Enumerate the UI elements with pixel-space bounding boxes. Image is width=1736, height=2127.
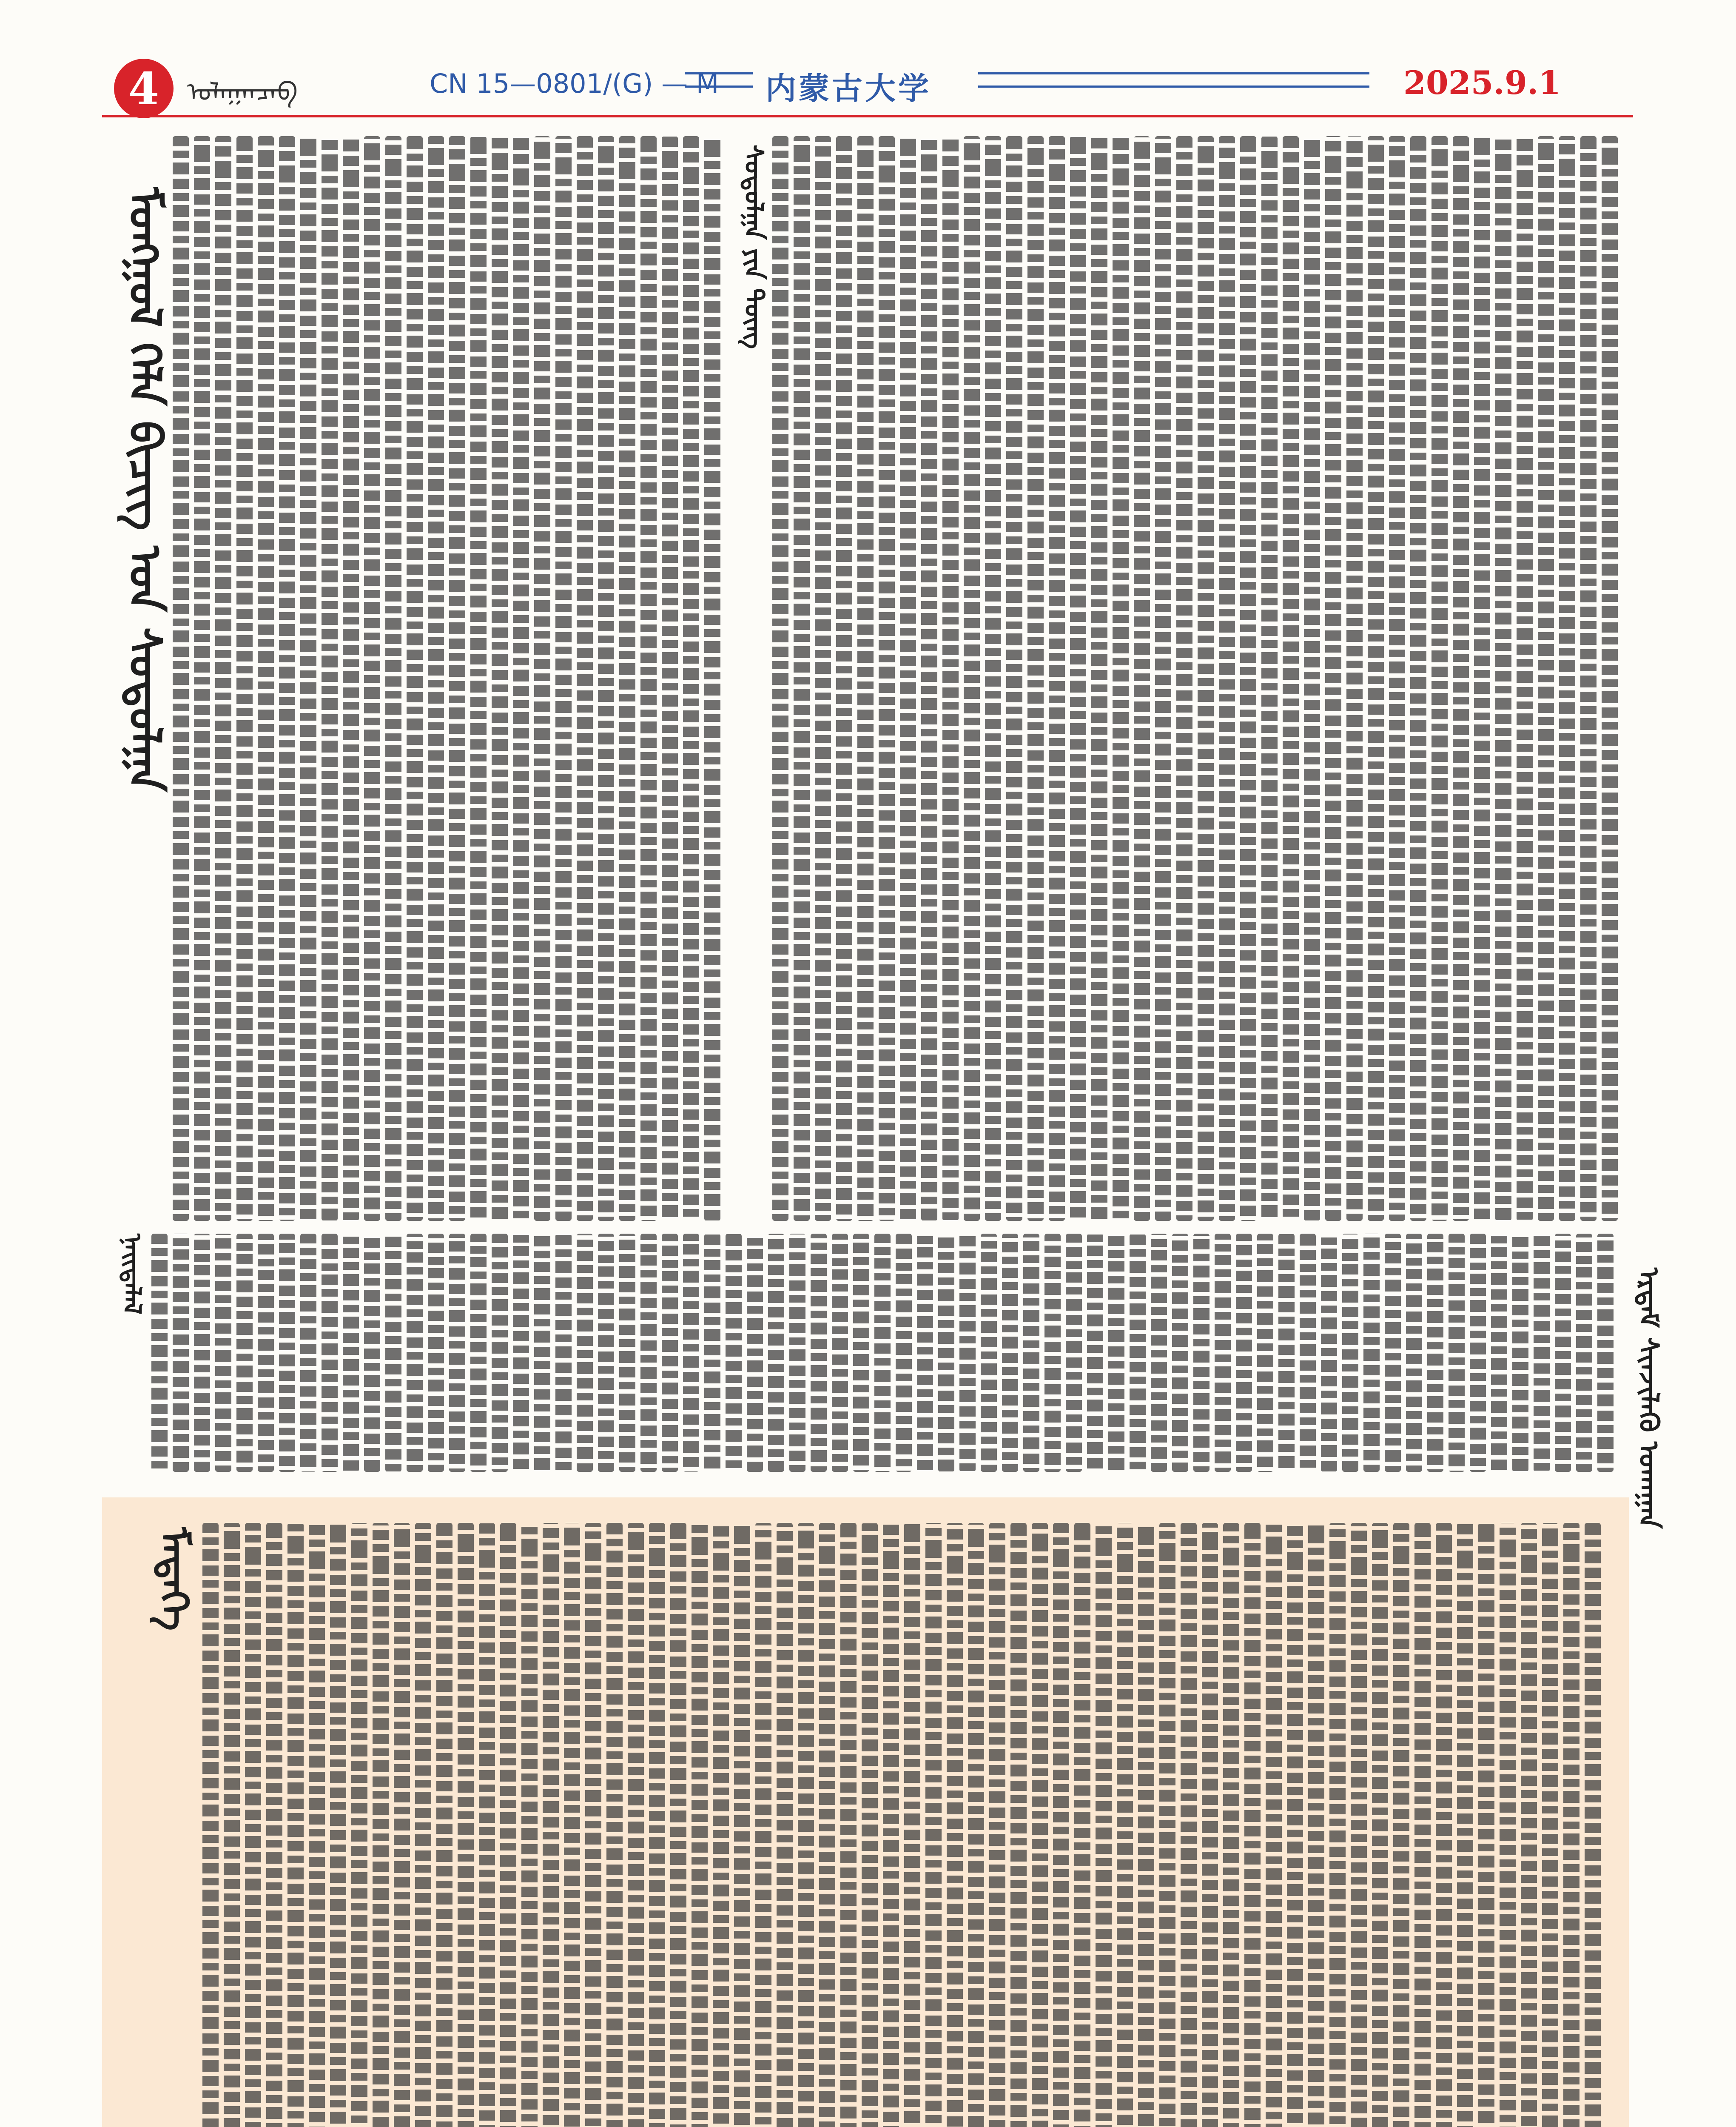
text-column	[683, 1234, 699, 1472]
text-column	[811, 1234, 827, 1472]
article-body-top-right	[770, 136, 1629, 1221]
text-column	[1414, 1523, 1431, 2127]
text-column	[1474, 136, 1490, 1221]
text-column	[1266, 1523, 1282, 2127]
text-column	[449, 1234, 465, 1472]
text-column	[343, 1234, 359, 1472]
text-column	[1244, 1523, 1261, 2127]
text-column	[300, 136, 316, 1221]
text-column	[1580, 136, 1597, 1221]
text-column	[947, 1523, 963, 2127]
text-column	[1393, 1523, 1409, 2127]
text-column	[1278, 1234, 1295, 1472]
text-column	[1329, 1523, 1346, 2127]
text-column	[1223, 1523, 1239, 2127]
text-column	[173, 1234, 189, 1472]
text-column	[1410, 136, 1426, 1221]
text-column	[1193, 1234, 1210, 1472]
text-column	[942, 136, 959, 1221]
text-column	[959, 1234, 976, 1472]
text-column	[1261, 136, 1278, 1221]
text-column	[236, 1234, 253, 1472]
text-column	[555, 136, 572, 1221]
text-column	[513, 1234, 529, 1472]
text-column	[768, 1234, 784, 1472]
text-column	[309, 1523, 325, 2127]
text-column	[1325, 136, 1341, 1221]
text-column	[1304, 136, 1320, 1221]
text-column	[1172, 1234, 1188, 1472]
text-column	[772, 136, 788, 1221]
masthead-mongolian: ᠤᠯᠠᠭᠠᠨᠴᠠᠪ	[187, 77, 298, 107]
text-column	[1181, 1523, 1197, 2127]
text-column	[1351, 1523, 1367, 2127]
text-column	[734, 1523, 750, 2127]
text-column	[981, 1234, 997, 1472]
text-column	[598, 1234, 614, 1472]
text-column	[832, 1234, 848, 1472]
text-column	[470, 136, 487, 1221]
text-column	[1321, 1234, 1337, 1472]
text-column	[1491, 1234, 1507, 1472]
text-column	[925, 1523, 942, 2127]
text-column	[917, 1234, 933, 1472]
text-column	[1287, 1523, 1303, 2127]
text-column	[585, 1523, 601, 2127]
text-column	[1389, 136, 1405, 1221]
text-column	[224, 1523, 240, 2127]
text-column	[640, 1234, 657, 1472]
text-column	[479, 1523, 495, 2127]
text-column	[543, 1523, 559, 2127]
text-column	[415, 1523, 431, 2127]
text-column	[407, 1234, 423, 1472]
text-column	[215, 136, 231, 1221]
text-column	[1495, 136, 1511, 1221]
text-column	[755, 1523, 771, 2127]
text-column	[815, 136, 831, 1221]
text-column	[1431, 136, 1448, 1221]
article-subheading: ᠰᠤᠳᠤᠯᠭᠠ ᠶᠢᠨ ᠳᠦᠩ	[739, 145, 768, 349]
masthead-title: 内蒙古大学	[766, 70, 932, 106]
text-column	[1283, 136, 1299, 1221]
text-column	[1342, 1234, 1358, 1472]
text-column	[904, 1523, 920, 2127]
text-column	[798, 1523, 814, 2127]
text-column	[794, 136, 810, 1221]
text-column	[662, 136, 678, 1221]
text-column	[343, 136, 359, 1221]
text-column	[747, 1234, 763, 1472]
text-column	[598, 136, 614, 1221]
issue-date: 2025.9.1	[1403, 64, 1561, 102]
article-headline: ᠮᠣᠩᠭᠣᠯ ᠬᠡᠯᠡ ᠪᠢᠴᠢᠭ ᠤᠨ ᠰᠤᠳᠤᠯᠭᠠ	[119, 187, 171, 792]
text-column	[564, 1523, 580, 2127]
text-column	[704, 136, 720, 1221]
text-column	[407, 136, 423, 1221]
text-column	[492, 136, 508, 1221]
text-column	[1542, 1523, 1558, 2127]
text-column	[202, 1523, 219, 2127]
text-column	[985, 136, 1001, 1221]
text-column	[1096, 1523, 1112, 2127]
text-column	[968, 1523, 984, 2127]
text-column	[577, 136, 593, 1221]
text-column	[492, 1234, 508, 1472]
text-column	[513, 136, 529, 1221]
text-column	[1023, 1234, 1039, 1472]
text-column	[1151, 1234, 1167, 1472]
text-column	[989, 1523, 1005, 2127]
text-column	[1074, 1523, 1090, 2127]
text-column	[1427, 1234, 1443, 1472]
text-column	[713, 1523, 729, 2127]
text-column	[215, 1234, 231, 1472]
text-column	[1215, 1234, 1231, 1472]
text-column	[1155, 136, 1171, 1221]
text-column	[322, 136, 338, 1221]
text-column	[428, 1234, 444, 1472]
text-column	[640, 136, 657, 1221]
text-column	[1385, 1234, 1401, 1472]
article-body-top-left	[170, 136, 723, 1221]
text-column	[364, 136, 380, 1221]
text-column	[258, 136, 274, 1221]
article-body-middle	[149, 1234, 1616, 1472]
text-column	[619, 136, 635, 1221]
text-column	[628, 1523, 644, 2127]
text-column	[300, 1234, 316, 1472]
text-column	[938, 1234, 954, 1472]
text-column	[266, 1523, 282, 2127]
text-column	[458, 1523, 474, 2127]
text-column	[258, 1234, 274, 1472]
text-column	[173, 136, 189, 1221]
text-column	[521, 1523, 538, 2127]
text-column	[1597, 1234, 1614, 1472]
text-column	[619, 1234, 635, 1472]
text-column	[1027, 136, 1044, 1221]
text-column	[534, 1234, 550, 1472]
text-column	[1478, 1523, 1494, 2127]
text-column	[1500, 1523, 1516, 2127]
text-column	[1300, 1234, 1316, 1472]
text-column	[1198, 136, 1214, 1221]
text-column	[236, 136, 253, 1221]
text-column	[194, 1234, 210, 1472]
sidebar-body	[200, 1523, 1612, 2127]
text-column	[1368, 136, 1384, 1221]
text-column	[670, 1523, 686, 2127]
text-column	[151, 1234, 168, 1472]
text-column	[836, 136, 852, 1221]
text-column	[1053, 1523, 1069, 2127]
text-column	[1240, 136, 1256, 1221]
text-column	[789, 1234, 805, 1472]
text-column	[373, 1523, 389, 2127]
text-column	[534, 136, 550, 1221]
text-column	[1159, 1523, 1175, 2127]
text-column	[606, 1523, 623, 2127]
text-column	[874, 1234, 891, 1472]
text-column	[1113, 136, 1129, 1221]
text-column	[1006, 136, 1022, 1221]
text-column	[1372, 1523, 1388, 2127]
text-column	[1534, 1234, 1550, 1472]
cn-serial-number: CN 15—0801/(G) — M	[430, 68, 719, 99]
text-column	[364, 1234, 380, 1472]
text-column	[1563, 1523, 1579, 2127]
page-number: 4	[114, 59, 174, 118]
text-column	[862, 1523, 878, 2127]
text-column	[840, 1523, 857, 2127]
text-column	[1436, 1523, 1452, 2127]
text-column	[1470, 1234, 1486, 1472]
text-column	[1066, 1234, 1082, 1472]
text-column	[436, 1523, 452, 2127]
text-column	[1176, 136, 1192, 1221]
text-column	[1032, 1523, 1048, 2127]
text-column	[883, 1523, 899, 2127]
text-column	[1070, 136, 1086, 1221]
text-column	[649, 1523, 665, 2127]
text-column	[1363, 1234, 1380, 1472]
header-decor-strip-right	[978, 72, 1369, 88]
text-column	[470, 1234, 487, 1472]
text-column	[1049, 136, 1065, 1221]
text-column	[704, 1234, 720, 1472]
text-column	[394, 1523, 410, 2127]
text-column	[1130, 1234, 1146, 1472]
text-column	[1010, 1523, 1027, 2127]
text-column	[662, 1234, 678, 1472]
text-column	[1449, 1234, 1465, 1472]
text-column	[385, 1234, 401, 1472]
text-column	[1457, 1523, 1473, 2127]
header-decor-strip-left	[685, 72, 753, 88]
text-column	[1517, 136, 1533, 1221]
text-column	[1134, 136, 1150, 1221]
text-column	[1044, 1234, 1061, 1472]
text-column	[194, 136, 210, 1221]
text-column	[449, 136, 465, 1221]
article-2-subheading: ᠨᠡᠢᠳᠡᠯᠡᠯ	[118, 1234, 147, 1315]
text-column	[819, 1523, 835, 2127]
text-column	[777, 1523, 793, 2127]
text-column	[1538, 136, 1554, 1221]
text-column	[726, 1234, 742, 1472]
text-column	[683, 136, 699, 1221]
text-column	[857, 136, 874, 1221]
text-column	[1219, 136, 1235, 1221]
text-column	[385, 136, 401, 1221]
text-column	[287, 1523, 304, 2127]
text-column	[1602, 136, 1618, 1221]
text-column	[1236, 1234, 1252, 1472]
text-column	[500, 1523, 516, 2127]
text-column	[428, 136, 444, 1221]
text-column	[1346, 136, 1363, 1221]
text-column	[1108, 1234, 1124, 1472]
text-column	[1576, 1234, 1592, 1472]
text-column	[1585, 1523, 1601, 2127]
text-column	[1091, 136, 1107, 1221]
text-column	[330, 1523, 346, 2127]
text-column	[1138, 1523, 1154, 2127]
text-column	[1087, 1234, 1103, 1472]
text-column	[1202, 1523, 1218, 2127]
text-column	[879, 136, 895, 1221]
text-column	[921, 136, 937, 1221]
text-column	[1555, 1234, 1571, 1472]
header-divider	[102, 115, 1633, 117]
text-column	[351, 1523, 367, 2127]
text-column	[245, 1523, 261, 2127]
text-column	[555, 1234, 572, 1472]
text-column	[1453, 136, 1469, 1221]
sidebar-title: ᠮᠡᠳᠡᠭᠡ	[151, 1527, 197, 1631]
text-column	[1308, 1523, 1324, 2127]
text-column	[1521, 1523, 1537, 2127]
text-column	[279, 136, 295, 1221]
text-column	[900, 136, 916, 1221]
text-column	[279, 1234, 295, 1472]
text-column	[1002, 1234, 1018, 1472]
text-column	[964, 136, 980, 1221]
text-column	[1257, 1234, 1273, 1472]
text-column	[692, 1523, 708, 2127]
text-column	[322, 1234, 338, 1472]
text-column	[896, 1234, 912, 1472]
text-column	[1512, 1234, 1528, 1472]
text-column	[577, 1234, 593, 1472]
text-column	[1559, 136, 1575, 1221]
article-2-headline: ᠡᠷᠳᠡᠮ ᠰᠢᠨᠵᠢᠯᠡᠬᠦ ᠤᠬᠠᠭᠠᠨ	[1633, 1268, 1665, 1529]
text-column	[1406, 1234, 1422, 1472]
text-column	[1117, 1523, 1133, 2127]
text-column	[853, 1234, 869, 1472]
